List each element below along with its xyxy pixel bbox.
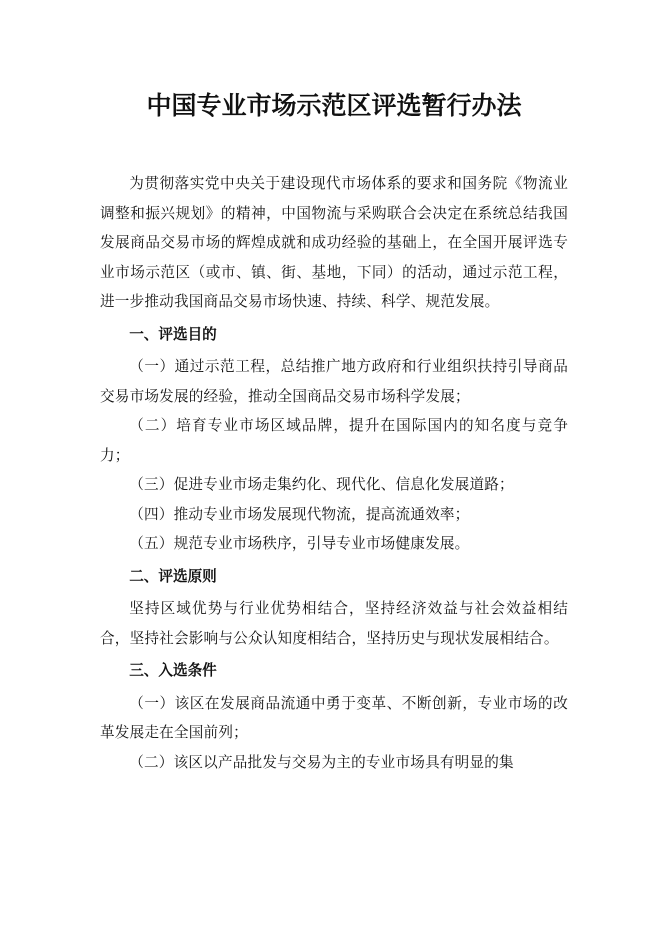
section-heading-principles: 二、评选原则 bbox=[129, 567, 217, 585]
intro-paragraph: 为贯彻落实党中央关于建设现代市场体系的要求和国务院《物流业调整和振兴规划》的精神，中国物流与采购联合会决定在系统总结我国发展商品交易市场的辉煌成就和成功经验的基础上，在全国开展评选专业市场示范区（或市、镇、街、基地，下同）的活动，通过示范工程，进一步推动我国商品交易市场快速、持续、科学、规范发展。 bbox=[100, 175, 568, 310]
purpose-item-5: （五）规范专业市场秩序，引导专业市场健康发展。 bbox=[129, 535, 470, 552]
document-title: 中国专业市场示范区评选暂行办法 bbox=[146, 91, 522, 120]
purpose-item-2: （二）培育专业市场区域品牌，提升在国际国内的知名度与竞争力； bbox=[100, 417, 568, 464]
section-heading-criteria: 三、入选条件 bbox=[129, 662, 217, 679]
document-body bbox=[100, 169, 568, 777]
purpose-item-1: （一）通过示范工程，总结推广地方政府和行业组织扶持引导商品交易市场发展的经验，推动全国商品交易市场科学发展； bbox=[100, 358, 568, 405]
section-heading-purpose: 一、评选目的 bbox=[129, 325, 217, 343]
purpose-item-3: （三）促进专业市场走集约化、现代化、信息化发展道路； bbox=[129, 476, 514, 493]
criteria-item-2: （二）该区以产品批发与交易为主的专业市场具有明显的集 bbox=[129, 753, 514, 771]
principles-paragraph: 坚持区域优势与行业优势相结合，坚持经济效益与社会效益相结合，坚持社会影响与公众认知度相结合，坚持历史与现状发展相结合。 bbox=[100, 600, 568, 647]
criteria-item-1: （一）该区在发展商品流通中勇于变革、不断创新，专业市场的改革发展走在全国前列； bbox=[100, 694, 568, 741]
purpose-item-4: （四）推动专业市场发展现代物流，提高流通效率； bbox=[129, 505, 470, 523]
